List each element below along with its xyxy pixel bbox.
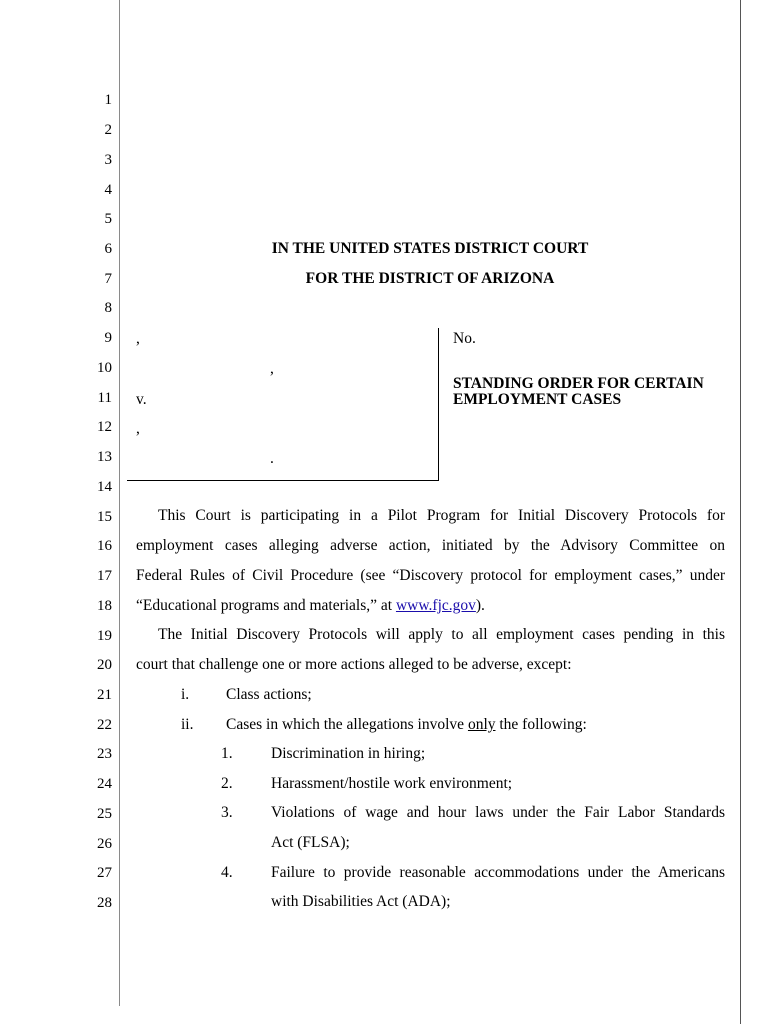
emphasis-only: only — [467, 716, 496, 733]
district-heading: FOR THE DISTRICT OF ARIZONA — [305, 270, 555, 287]
paragraph-2-line-2: court that challenge one or more actions alleged to be adverse, except: — [136, 656, 572, 673]
paragraph-1-line-1: This Court is participating in a Pilot Program for Initial Discovery Protocols for — [158, 507, 725, 524]
line-number: 12 — [97, 419, 112, 435]
line-number: 19 — [97, 628, 112, 644]
line-number: 2 — [104, 122, 112, 138]
sub-item-text: Discrimination in hiring; — [271, 745, 426, 762]
line-number: 14 — [97, 479, 112, 495]
line-number: 4 — [104, 182, 112, 198]
line-number: 8 — [104, 300, 112, 316]
plaintiff-role-blank: , — [270, 360, 274, 377]
sub-item-text: Failure to provide reasonable accommodations under the Americans — [271, 864, 725, 881]
line-number: 18 — [97, 598, 112, 614]
list-item-text — [226, 716, 587, 734]
sub-item-text-continued: with Disabilities Act (ADA); — [271, 893, 451, 910]
list-item-text: Class actions; — [226, 686, 312, 703]
line-number: 22 — [97, 717, 112, 733]
line-number: 7 — [104, 271, 112, 287]
line-number: 6 — [104, 241, 112, 257]
line-number: 11 — [97, 390, 112, 406]
sub-item-marker: 3. — [221, 804, 233, 821]
list-item-text-b: the following: — [495, 716, 587, 733]
line-number: 10 — [97, 360, 112, 376]
line-number: 5 — [104, 211, 112, 227]
left-margin-rule — [119, 0, 120, 1006]
line-number: 25 — [97, 806, 112, 822]
paragraph-2-line-1: The Initial Discovery Protocols will apply to all employment cases pending in this — [158, 626, 725, 643]
defendant-role-blank: . — [270, 450, 274, 467]
versus-text: v. — [136, 391, 147, 408]
list-item-marker: i. — [181, 686, 190, 703]
list-item-marker: ii. — [181, 716, 194, 733]
sub-item-text-continued: Act (FLSA); — [271, 834, 350, 851]
line-number: 13 — [97, 449, 112, 465]
paragraph-1-line-2: employment cases alleging adverse action, initiated by the Advisory Committee on — [136, 537, 725, 554]
paragraph-1-line-4-end: ). — [475, 597, 485, 614]
plaintiff-name-blank: , — [136, 330, 140, 347]
line-number: 20 — [97, 657, 112, 673]
case-number-label: No. — [453, 330, 476, 347]
fjc-website-link[interactable]: www.fjc.gov — [395, 597, 476, 614]
sub-item-text: Harassment/hostile work environment; — [271, 775, 513, 792]
paragraph-1-line-4 — [136, 597, 485, 615]
caption-divider-horizontal — [127, 480, 439, 481]
caption-divider-vertical — [438, 328, 439, 480]
line-number: 17 — [97, 568, 112, 584]
line-number: 1 — [104, 92, 112, 108]
line-number: 15 — [97, 509, 112, 525]
line-number: 26 — [97, 836, 112, 852]
sub-item-marker: 4. — [221, 864, 233, 881]
line-number: 9 — [104, 330, 112, 346]
right-margin-rule — [740, 0, 741, 1024]
line-number: 23 — [97, 746, 112, 762]
sub-item-marker: 2. — [221, 775, 233, 792]
line-number: 27 — [97, 865, 112, 881]
defendant-name-blank: , — [136, 420, 140, 437]
list-item-text-a: Cases in which the allegations involve — [226, 716, 468, 733]
line-number: 21 — [97, 687, 112, 703]
order-title-line-1: STANDING ORDER FOR CERTAIN — [453, 375, 704, 392]
order-title-line-2: EMPLOYMENT CASES — [453, 391, 622, 408]
line-number: 3 — [104, 152, 112, 168]
line-number: 28 — [97, 895, 112, 911]
sub-item-text: Violations of wage and hour laws under the Fair Labor Standards — [271, 804, 725, 821]
line-number: 16 — [97, 538, 112, 554]
sub-item-marker: 1. — [221, 745, 233, 762]
paragraph-1-line-4-text: “Educational programs and materials,” at — [136, 597, 396, 614]
line-number: 24 — [97, 776, 112, 792]
court-heading: IN THE UNITED STATES DISTRICT COURT — [271, 240, 589, 257]
paragraph-1-line-3: Federal Rules of Civil Procedure (see “Discovery protocol for employment cases,” under — [136, 567, 725, 584]
